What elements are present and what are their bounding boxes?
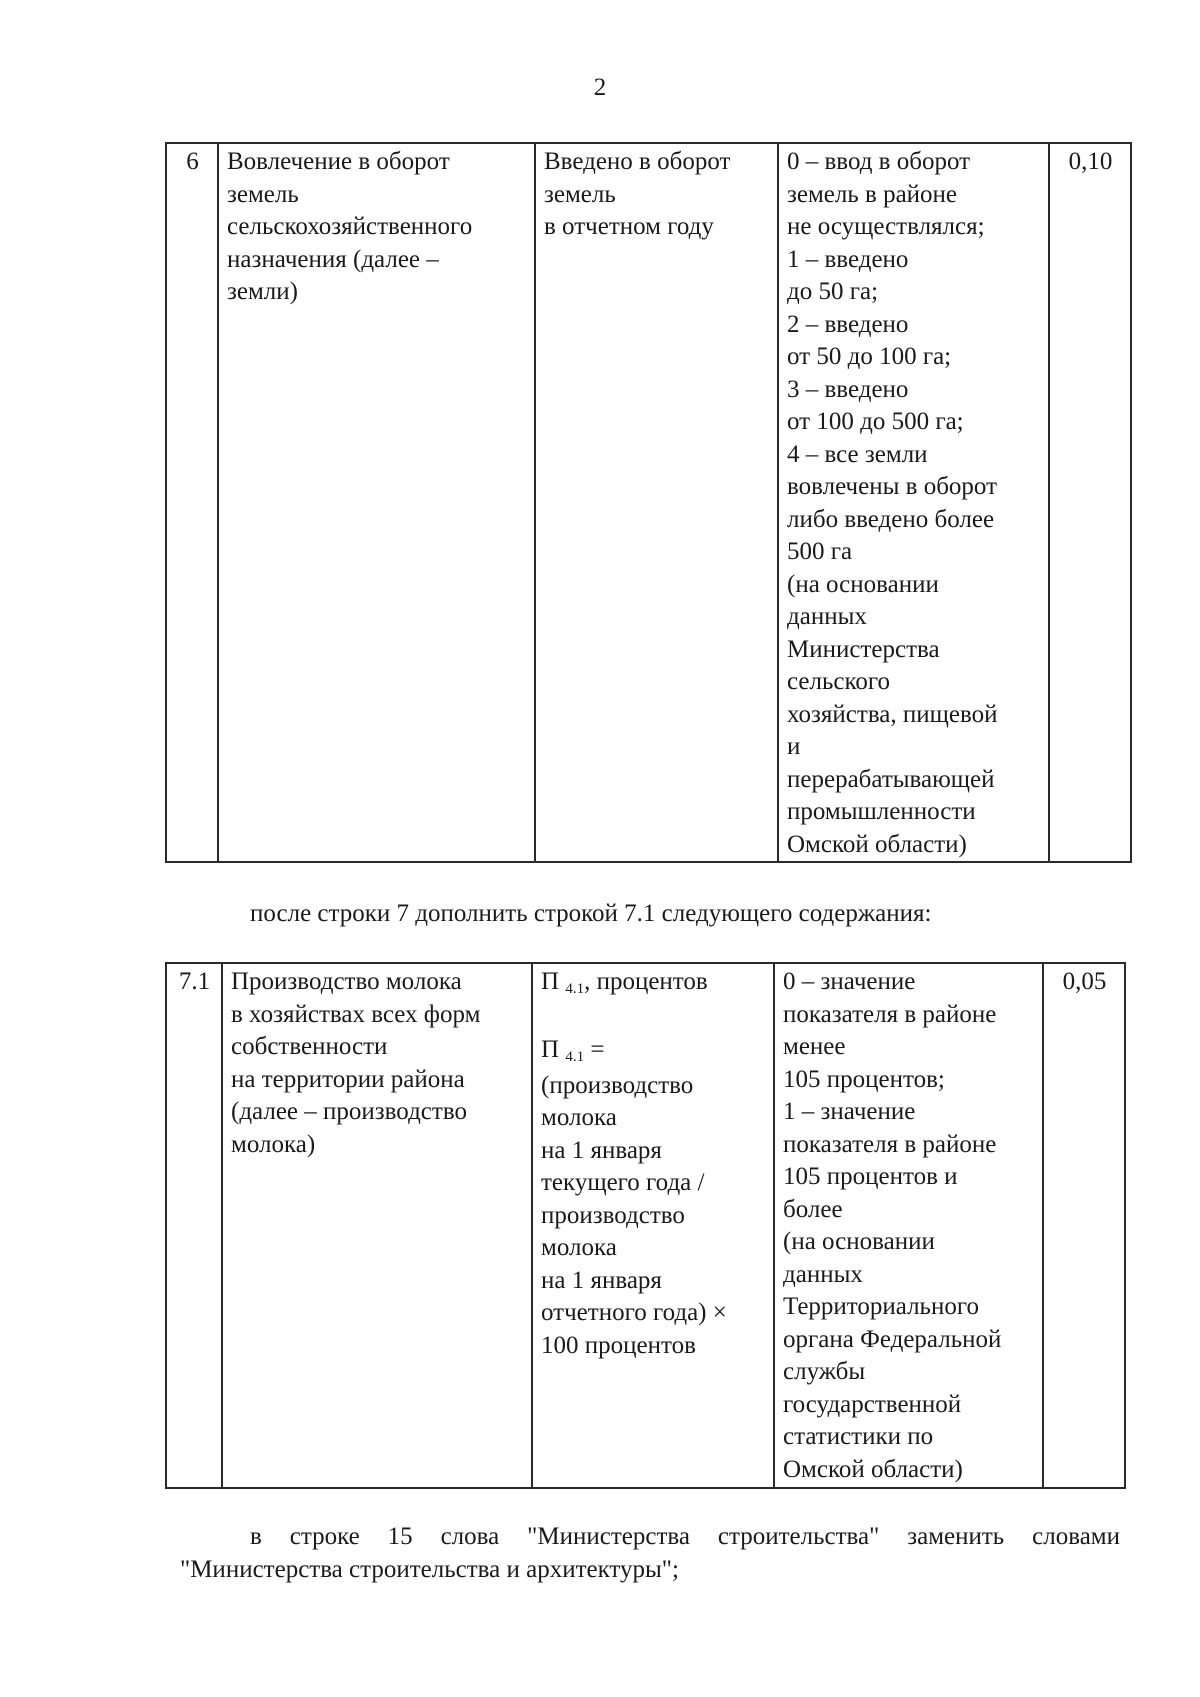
- criteria-line: органа Федеральной: [783, 1325, 1002, 1353]
- formula-line: 100 процентов: [541, 1331, 696, 1359]
- formula-line: текущего года /: [541, 1169, 705, 1196]
- formula-line: на 1 января: [541, 1136, 662, 1164]
- page-number: 2: [593, 74, 607, 101]
- measure-cell: [535, 143, 778, 862]
- weight-value: 0,05: [1062, 968, 1107, 995]
- criteria-line: сельского: [787, 668, 890, 695]
- indicator-cell: [222, 963, 532, 1488]
- criteria-line: 0 – значение: [783, 968, 916, 995]
- criteria-line: 0 – ввод в оборот: [787, 148, 971, 175]
- criteria-line: данных: [783, 1260, 863, 1288]
- formula-line: (производство: [541, 1071, 694, 1099]
- weight-cell: [1043, 963, 1125, 1488]
- criteria-line: либо введено более: [787, 505, 995, 533]
- table-row-7-1: [165, 962, 1126, 1489]
- criteria-line: (на основании: [787, 570, 939, 598]
- insertion-instruction: после строки 7 дополнить строкой 7.1 следующего содержания:: [250, 900, 932, 927]
- row-number-cell: [166, 963, 222, 1488]
- criteria-line: от 50 до 100 га;: [787, 343, 952, 370]
- indicator-cell: [218, 143, 535, 862]
- indicator-line: назначения (далее –: [227, 245, 439, 273]
- criteria-line: службы: [783, 1358, 866, 1385]
- criteria-line: данных: [787, 603, 867, 630]
- replacement-line-2: "Министерства строительства и архитектуры";: [180, 1556, 679, 1583]
- criteria-line: и: [787, 733, 801, 760]
- criteria-line: 105 процентов и: [783, 1163, 958, 1190]
- criteria-line: Министерства: [787, 635, 940, 663]
- criteria-line: 500 га: [787, 538, 853, 565]
- replacement-instruction: [180, 1520, 1120, 1586]
- indicator-line: Вовлечение в оборот: [227, 148, 450, 175]
- formula-line: на 1 января: [541, 1266, 662, 1294]
- indicator-line: в хозяйствах всех форм: [231, 1000, 481, 1028]
- criteria-line: показателя в районе: [783, 1130, 997, 1158]
- criteria-cell: [778, 143, 1049, 862]
- criteria-line: 3 – введено: [787, 375, 909, 403]
- criteria-line: Омской области): [787, 830, 967, 858]
- measure-line: Введено в оборот: [544, 148, 731, 175]
- row-number: 6: [186, 148, 199, 175]
- criteria-line: хозяйства, пищевой: [787, 700, 998, 728]
- criteria-line: статистики по: [783, 1423, 934, 1450]
- p-symbol: П: [541, 968, 560, 995]
- row-number-cell: [166, 143, 218, 862]
- formula-eq: =: [584, 1036, 605, 1063]
- criteria-line: до 50 га;: [787, 278, 879, 305]
- criteria-line: показателя в районе: [783, 1000, 997, 1028]
- table-row-6: [165, 142, 1132, 863]
- criteria-line: 2 – введено: [787, 310, 909, 338]
- criteria-line: более: [783, 1195, 843, 1223]
- criteria-cell: [774, 963, 1043, 1488]
- p-subscript: 4.1: [565, 1049, 585, 1065]
- replacement-line-1: в строке 15 слова "Министерства строительства" заменить словами: [250, 1523, 1120, 1550]
- indicator-line: Производство молока: [231, 968, 462, 995]
- indicator-line: молока): [231, 1130, 316, 1158]
- criteria-line: 1 – введено: [787, 245, 909, 273]
- blank-line: [541, 1002, 766, 1035]
- formula-line: молока: [541, 1104, 617, 1131]
- measure-cell: [532, 963, 774, 1488]
- measure-line: в отчетном году: [544, 213, 714, 240]
- measure-units: , процентов: [584, 968, 708, 995]
- formula-line: производство: [541, 1201, 685, 1229]
- indicator-line: земли): [227, 278, 298, 305]
- indicator-line: (далее – производство: [231, 1098, 467, 1125]
- indicator-line: на территории района: [231, 1065, 465, 1093]
- criteria-line: от 100 до 500 га;: [787, 408, 964, 435]
- indicator-line: собственности: [231, 1033, 388, 1060]
- p-subscript: 4.1: [565, 981, 585, 997]
- measure-title: [541, 966, 766, 1002]
- criteria-line: вовлечены в оборот: [787, 473, 998, 500]
- criteria-line: промышленности: [787, 798, 976, 825]
- criteria-line: 105 процентов;: [783, 1065, 945, 1093]
- criteria-line: менее: [783, 1033, 846, 1060]
- criteria-line: (на основании: [783, 1228, 935, 1255]
- formula-lhs: [541, 1034, 766, 1070]
- criteria-line: государственной: [783, 1390, 962, 1418]
- criteria-line: 1 – значение: [783, 1098, 916, 1125]
- criteria-line: 4 – все земли: [787, 440, 928, 468]
- criteria-line: не осуществлялся;: [787, 213, 985, 240]
- criteria-line: Территориального: [783, 1293, 979, 1320]
- criteria-line: Омской области): [783, 1455, 963, 1483]
- measure-line: земель: [544, 180, 616, 208]
- formula-line: молока: [541, 1234, 617, 1261]
- p-symbol: П: [541, 1036, 560, 1063]
- row-number: 7.1: [178, 968, 211, 995]
- indicator-line: земель: [227, 180, 299, 208]
- weight-value: 0,10: [1068, 148, 1113, 175]
- weight-cell: [1049, 143, 1131, 862]
- criteria-line: земель в районе: [787, 180, 958, 208]
- formula-line: отчетного года) ×: [541, 1299, 727, 1326]
- indicator-line: сельскохозяйственного: [227, 213, 473, 240]
- criteria-line: перерабатывающей: [787, 765, 995, 793]
